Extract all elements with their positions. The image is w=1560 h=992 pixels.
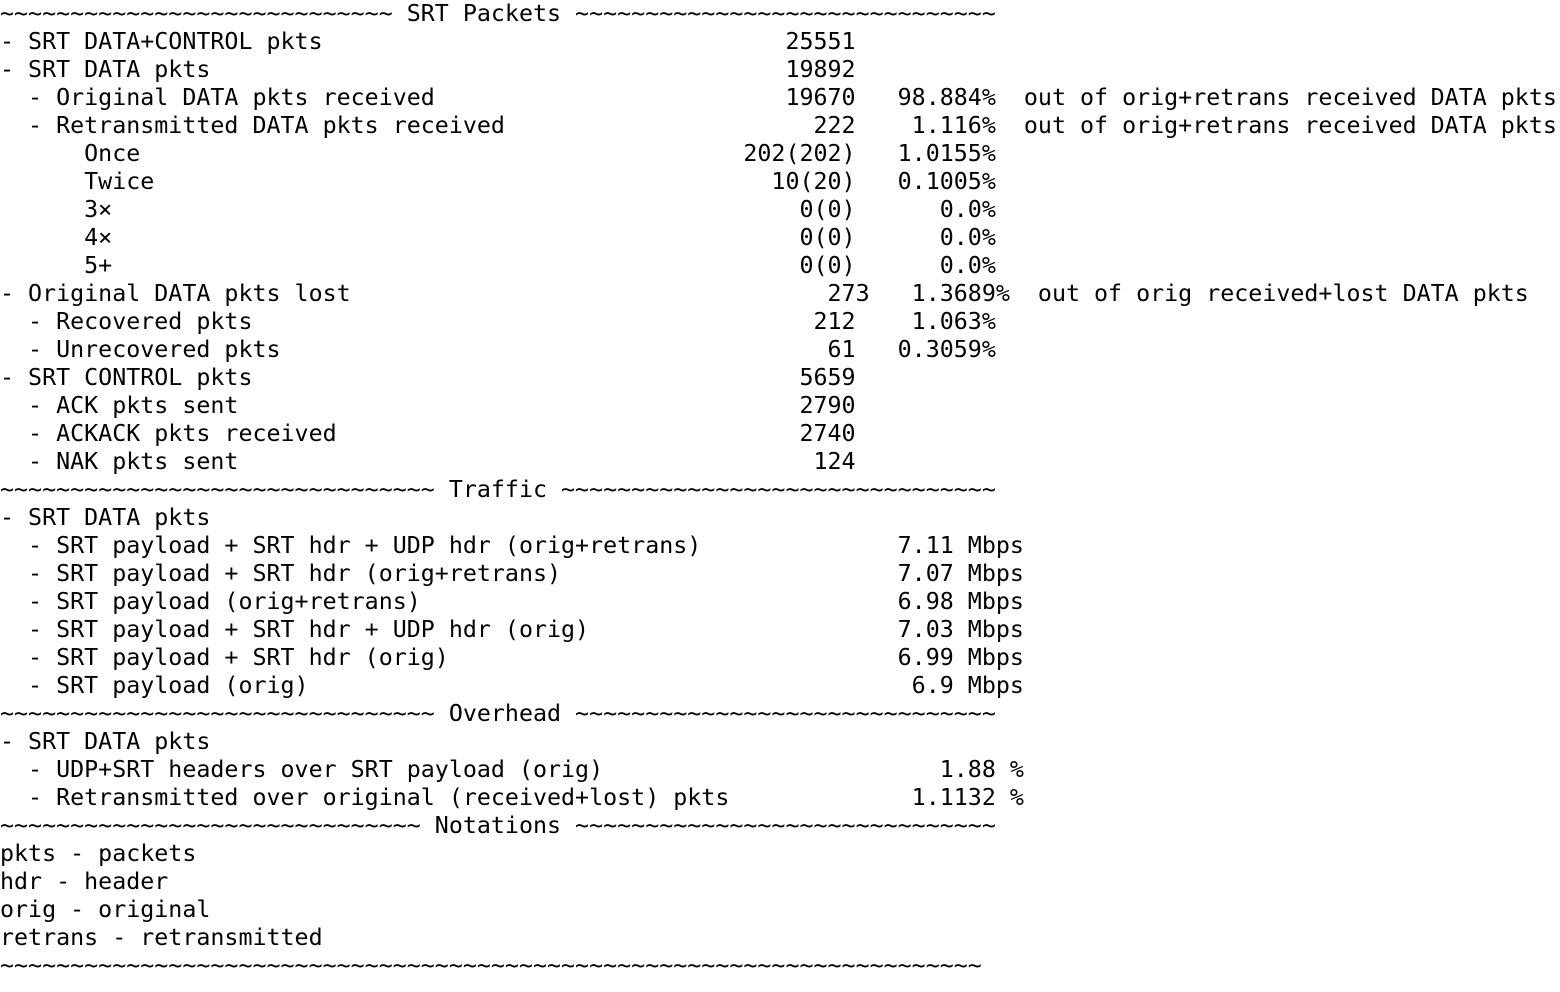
stat-row-control-pkts: - SRT CONTROL pkts 5659 [0, 364, 856, 391]
stat-row-data-pkts: - SRT DATA pkts 19892 [0, 56, 856, 83]
overhead-row-headers-over-payload: - UDP+SRT headers over SRT payload (orig) 1.88 % [0, 756, 1024, 783]
traffic-row-payload-hdr-udp-orig: - SRT payload + SRT hdr + UDP hdr (orig) 7.03 Mbps [0, 616, 1024, 643]
stat-row-ack-sent: - ACK pkts sent 2790 [0, 392, 856, 419]
stat-row-retrans-twice: Twice 10(20) 0.1005% [0, 168, 996, 195]
stat-row-unrecovered: - Unrecovered pkts 61 0.3059% [0, 336, 996, 363]
traffic-row-payload-orig-retrans: - SRT payload (orig+retrans) 6.98 Mbps [0, 588, 1024, 615]
traffic-row-payload-orig: - SRT payload (orig) 6.9 Mbps [0, 672, 1024, 699]
section-header-traffic: ~~~~~~~~~~~~~~~~~~~~~~~~~~~~~~~ Traffic ~~~~~~~~~~~~~~~~~~~~~~~~~~~~~~~ [0, 476, 996, 503]
notation-pkts: pkts - packets [0, 840, 197, 867]
section-footer-divider: ~~~~~~~~~~~~~~~~~~~~~~~~~~~~~~~~~~~~~~~~~~~~~~~~~~~~~~~~~~~~~~~~~~~~~~ [0, 952, 982, 979]
traffic-row-payload-hdr-orig: - SRT payload + SRT hdr (orig) 6.99 Mbps [0, 644, 1024, 671]
traffic-row-payload-hdr-orig-retrans: - SRT payload + SRT hdr (orig+retrans) 7.07 Mbps [0, 560, 1024, 587]
notation-hdr: hdr - header [0, 868, 169, 895]
stat-row-retrans-5plus: 5+ 0(0) 0.0% [0, 252, 996, 279]
section-header-notations: ~~~~~~~~~~~~~~~~~~~~~~~~~~~~~~ Notations ~~~~~~~~~~~~~~~~~~~~~~~~~~~~~~ [0, 812, 996, 839]
stat-row-data-control-pkts: - SRT DATA+CONTROL pkts 25551 [0, 28, 856, 55]
stat-row-retrans-4x: 4× 0(0) 0.0% [0, 224, 996, 251]
section-header-overhead: ~~~~~~~~~~~~~~~~~~~~~~~~~~~~~~~ Overhead ~~~~~~~~~~~~~~~~~~~~~~~~~~~~~~ [0, 700, 996, 727]
notation-orig: orig - original [0, 896, 211, 923]
traffic-row-payload-hdr-udp-orig-retrans: - SRT payload + SRT hdr + UDP hdr (orig+retrans) 7.11 Mbps [0, 532, 1024, 559]
traffic-row-data-pkts: - SRT DATA pkts [0, 504, 211, 531]
overhead-row-data-pkts: - SRT DATA pkts [0, 728, 211, 755]
section-header-srt-packets: ~~~~~~~~~~~~~~~~~~~~~~~~~~~~ SRT Packets ~~~~~~~~~~~~~~~~~~~~~~~~~~~~~~ [0, 0, 996, 27]
stat-row-ackack-received: - ACKACK pkts received 2740 [0, 420, 856, 447]
notation-retrans: retrans - retransmitted [0, 924, 323, 951]
stat-row-recovered: - Recovered pkts 212 1.063% [0, 308, 996, 335]
stat-row-original-received: - Original DATA pkts received 19670 98.884% out of orig+retrans received DATA pkts [0, 84, 1557, 111]
stat-row-original-lost: - Original DATA pkts lost 273 1.3689% out of orig received+lost DATA pkts [0, 280, 1529, 307]
stat-row-nak-sent: - NAK pkts sent 124 [0, 448, 856, 475]
stat-row-retrans-once: Once 202(202) 1.0155% [0, 140, 996, 167]
stat-row-retrans-3x: 3× 0(0) 0.0% [0, 196, 996, 223]
stat-row-retransmitted-received: - Retransmitted DATA pkts received 222 1.116% out of orig+retrans received DATA pkts [0, 112, 1557, 139]
overhead-row-retrans-over-original: - Retransmitted over original (received+lost) pkts 1.1132 % [0, 784, 1024, 811]
